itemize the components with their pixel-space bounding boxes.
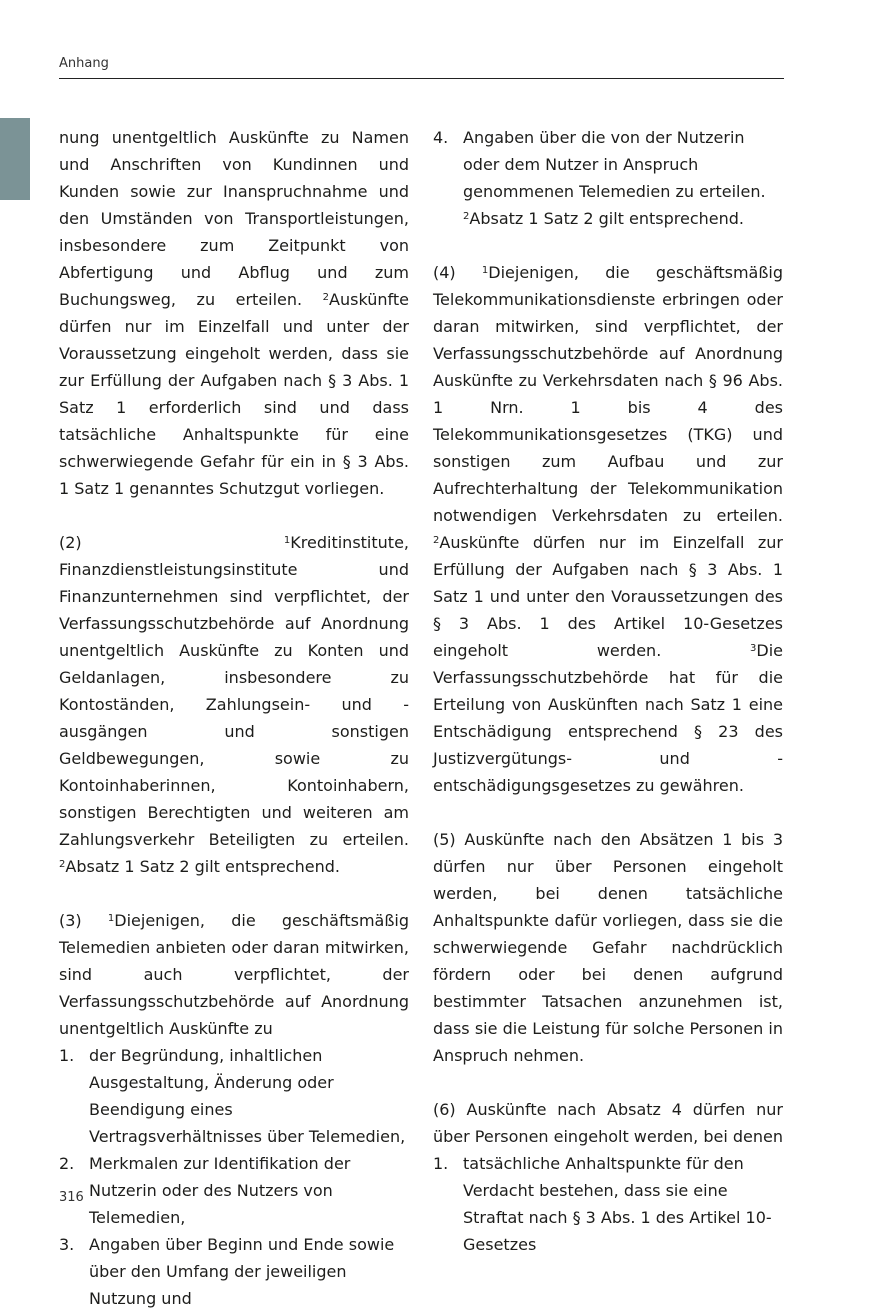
paragraph-5: (5) Auskünfte nach den Absätzen 1 bis 3 dürfen nur über Personen eingeholt werden, bei denen tatsächliche Anhaltspunkte dafür vorliegen, dass sie die schwerwiegende Gefahr nachdrücklich fördern oder bei denen aufgrund bestimmter Tatsachen anzunehmen ist, dass sie die Leistung für solche Personen in Anspruch nehmen. bbox=[433, 830, 783, 1065]
numbered-list-continued bbox=[433, 124, 783, 232]
numbered-list bbox=[433, 1150, 783, 1258]
page-number: 316 bbox=[59, 1190, 84, 1205]
paragraph-6: (6) Auskünfte nach Absatz 4 dürfen nur über Personen eingeholt werden, bei denen bbox=[433, 1100, 783, 1146]
paragraph-continuation: nung unentgeltlich Auskünfte zu Namen und Anschriften von Kundinnen und Kunden sowie zur Inanspruchnahme und den Umständen von Transportleistungen, insbesondere zum Zeitpunkt von Abfertigung und Abflug und zum Buchungsweg, zu erteilen. $^2$Auskünfte dürfen nur im Einzelfall und unter der Voraussetzung eingeholt werden, dass sie zur Erfüllung der Aufgaben nach § 3 Abs. 1 Satz 1 erforderlich sind und dass tatsächliche Anhaltspunkte für eine schwerwiegende Gefahr für ein in § 3 Abs. 1 Satz 1 genanntes Schutzgut vorliegen. bbox=[59, 128, 409, 498]
list-item: 1. tatsächliche Anhaltspunkte für den Verdacht bestehen, dass sie eine Straftat nach § 3 Abs. 1 des Artikel 10-Gesetzes bbox=[433, 1154, 772, 1254]
header-rule bbox=[59, 78, 784, 79]
paragraph-4: (4) $^1$Diejenigen, die geschäftsmäßig Telekommunikationsdienste erbringen oder daran mitwirken, sind verpflichtet, der Verfassungsschutzbehörde auf Anordnung Auskünfte zu Verkehrsdaten nach § 96 Abs. 1 Nrn. 1 bis 4 des Telekommunikationsgesetzes (TKG) und sonstigen zum Aufbau und zur Aufrechterhaltung der Telekommunikation notwendigen Verkehrsdaten zu erteilen. $^2$Auskünfte dürfen nur im Einzelfall zur Erfüllung der Aufgaben nach § 3 Abs. 1 Satz 1 und unter den Voraussetzungen des § 3 Abs. 1 des Artikel 10-Gesetzes eingeholt werden. $^3$Die Verfassungsschutzbehörde hat für die Erteilung von Auskünften nach Satz 1 eine Entschädigung entsprechend § 23 des Justizvergütungs- und -entschädigungsgesetzes zu gewähren. bbox=[433, 263, 784, 795]
left-column bbox=[59, 124, 409, 1312]
right-column bbox=[433, 124, 783, 1258]
paragraph-2: (2) $^1$Kreditinstitute, Finanzdienstleistungsinstitute und Finanzunternehmen sind verpflichtet, der Verfassungsschutzbehörde auf Anordnung unentgeltlich Auskünfte zu Konten und Geldanlagen, insbesondere zu Kontoständen, Zahlungsein- und -ausgängen und sonstigen Geldbewegungen, sowie zu Kontoinhaberinnen, Kontoinhabern, sonstigen Berechtigten und weiteren am Zahlungsverkehr Beteiligten zu erteilen. $^2$Absatz 1 Satz 2 gilt entsprechend. bbox=[59, 533, 409, 876]
chapter-side-tab bbox=[0, 118, 30, 200]
list-item: 4. Angaben über die von der Nutzerin oder dem Nutzer in Anspruch genommenen Telemedien zu erteilen. $^2$Absatz 1 Satz 2 gilt entsprechend. bbox=[433, 128, 766, 228]
running-header: Anhang bbox=[59, 56, 109, 71]
numbered-list bbox=[59, 1042, 409, 1312]
paragraph-3: (3) $^1$Diejenigen, die geschäftsmäßig Telemedien anbieten oder daran mitwirken, sind auch verpflichtet, der Verfassungsschutzbehörde auf Anordnung unentgeltlich Auskünfte zu bbox=[59, 911, 410, 1038]
list-item: 3. Angaben über Beginn und Ende sowie über den Umfang der jeweiligen Nutzung und bbox=[59, 1235, 395, 1308]
list-item: 1. der Begründung, inhaltlichen Ausgestaltung, Änderung oder Beendigung eines Vertragsverhältnisses über Telemedien, bbox=[59, 1046, 406, 1146]
list-item: 2. Merkmalen zur Identifikation der Nutzerin oder des Nutzers von Telemedien, bbox=[59, 1154, 351, 1227]
